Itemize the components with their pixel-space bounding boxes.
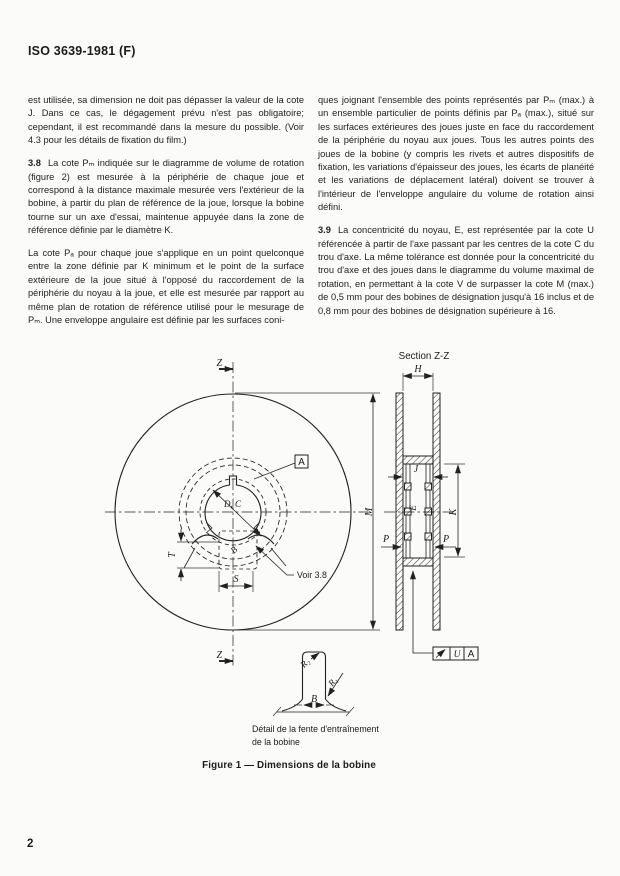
detail-view xyxy=(252,652,379,747)
section-view xyxy=(381,351,478,660)
paragraph-pa: La cote Pₐ pour chaque joue s'applique en un point quelconque entre la zone définie par K minimum et le point de la surface extérieure de la joue situé à l'opposé du raccordement de la périphérie du noyau à la joue, et elle est mesurée par rapport au même plan de rotation de référence utilisé pour le mesurage de Pₘ. Une enveloppe angulaire est définie par les surfaces coni- xyxy=(28,248,304,326)
fcf-a-label: A xyxy=(467,649,475,660)
p-right-label: P xyxy=(443,534,450,545)
z-top-label: Z xyxy=(216,358,222,369)
rivet xyxy=(405,533,412,540)
k-label: K xyxy=(448,508,459,516)
slot-flare-left xyxy=(184,548,195,568)
section-title: Section Z-Z xyxy=(398,351,450,362)
detail-caption-line2: de la bobine xyxy=(252,737,300,747)
p-left-label: P xyxy=(383,534,390,545)
page-header: ISO 3639-1981 (F) xyxy=(28,44,136,58)
m-extension-lines xyxy=(235,393,380,630)
right-column xyxy=(318,94,594,328)
fcf-u-label: U xyxy=(453,650,461,660)
detail-caption-line1: Détail de la fente d'entraînement xyxy=(252,724,379,734)
slot-flare-right xyxy=(271,548,286,566)
page-number: 2 xyxy=(27,838,34,850)
dc-label: D, C xyxy=(224,499,242,509)
clause-text: La concentricité du noyau, E, est représentée par la cote U référencée à partir de l'axe passant par les centres de la cote C du trou d'axe. La même tolérance est donnée pour la concentricité du trou d'axe et des joues dans le diagramme du volume maximal de rotation, en permettant à la cote V de surpasser la cote M (max.) de 0,5 mm pour des bobines de désignation jusqu'à 16 inclus et de 0,8 mm pour des bobines de désignation supérieure à 16. xyxy=(318,225,594,316)
hub-bottom-plate xyxy=(403,558,433,566)
clause-number: 3.9 xyxy=(318,225,331,236)
clause-text: La cote Pₘ indiquée sur le diagramme de volume de rotation (figure 2) est mesurée à la périphérie de chaque joue et correspond à la distance maximale mesurée vers l'extérieur de la bobine, à partir du plan de référence de la joue, lorsque la bobine tourne sur un axe d'essai, maintenue appuyée dans la zone de référence définie par le diamètre K. xyxy=(28,158,304,236)
hub-top-plate xyxy=(403,456,433,464)
front-view xyxy=(105,358,380,667)
paragraph-3-9 xyxy=(318,224,594,318)
e-label: E xyxy=(408,505,418,511)
t-extension-lines xyxy=(177,542,219,568)
t-label: T xyxy=(167,552,178,558)
rivet xyxy=(425,533,432,540)
datum-a-label: A xyxy=(298,457,305,468)
figure-1-drawing xyxy=(0,335,620,780)
z-bottom-label: Z xyxy=(216,650,222,661)
left-flange-section xyxy=(396,393,403,630)
j-label: J xyxy=(413,464,419,475)
paragraph-3-8 xyxy=(28,157,304,237)
r1-label: R₁ xyxy=(326,675,340,689)
h-label: H xyxy=(414,364,422,375)
clause-number: 3.8 xyxy=(28,158,41,169)
dc-diameter-line xyxy=(213,490,261,536)
s-label: S xyxy=(233,574,239,585)
fcf-leader xyxy=(413,571,433,653)
baseline-ticks xyxy=(273,707,354,716)
slot-width-label: B xyxy=(228,544,240,556)
rivet xyxy=(425,508,432,515)
paragraph-continuation: est utilisée, sa dimension ne doit pas dépasser la valeur de la cote J. Dans ce cas, le dégagement prévu n'est pas obligatoire; cependant, il est recommandé dans la mesure du possible. (Voir 4.3 pour les détails de fixation du film.) xyxy=(28,95,304,146)
rivet xyxy=(405,483,412,490)
figure-caption: Figure 1 — Dimensions de la bobine xyxy=(202,760,376,771)
r2-leader xyxy=(311,653,319,659)
left-column xyxy=(28,94,304,337)
b-detail-label: B xyxy=(310,694,318,705)
fcf-symbol-cell xyxy=(433,647,450,660)
voir-label: Voir 3.8 xyxy=(297,570,327,580)
voir-leader xyxy=(256,546,294,575)
rivet xyxy=(425,483,432,490)
m-label: M xyxy=(364,507,375,517)
r2-label: R₂ xyxy=(298,656,312,670)
paragraph-continuation-2: ques joignant l'ensemble des points représentés par Pₘ (max.) à un ensemble particulier de points définis par Pₐ (max.), situé sur les surfaces extérieures des joues juste en face du raccordement de la périphérie du noyau aux joues. Tous les autres points des joues de la bobine (y compris les rivets et autres dispositifs de fixation, les variations d'épaisseur des joues, les écarts de planéité et les variations de déplacement latéral) doivent se trouver à l'intérieur de l'enveloppe angulaire du volume de rotation ainsi défini. xyxy=(318,95,594,213)
right-flange-section xyxy=(433,393,440,630)
